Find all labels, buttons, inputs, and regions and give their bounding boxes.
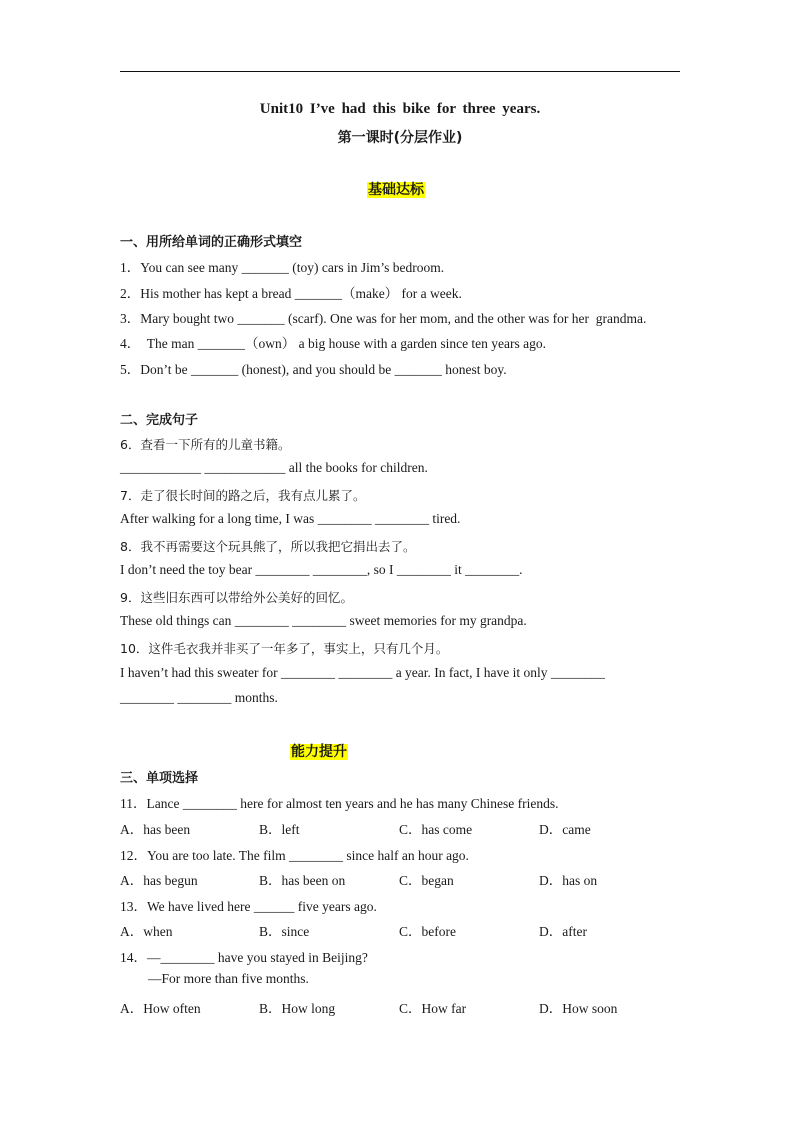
- s1-item-2: 2．His mother has kept a bread _______（make） for a week.: [120, 286, 462, 301]
- s2-item-8-zh: 8．我不再需要这个玩具熊了，所以我把它捐出去了。: [120, 539, 416, 554]
- q12-option-c: C．began: [399, 873, 454, 888]
- q11-stem: 11．Lance ________ here for almost ten years and he has many Chinese friends.: [120, 796, 559, 811]
- header-rule: [120, 71, 680, 72]
- q13-option-c: C．before: [399, 924, 456, 939]
- s2-item-7-zh: 7．走了很长时间的路之后，我有点儿累了。: [120, 488, 366, 503]
- s1-item-5: 5．Don’t be _______ (honest), and you should be _______ honest boy.: [120, 362, 507, 377]
- worksheet-subtitle: 第一课时(分层作业): [337, 130, 463, 146]
- section3-heading: 三、单项选择: [120, 771, 199, 786]
- q11-option-c: C．has come: [399, 822, 473, 837]
- q12-option-d: D．has on: [539, 873, 598, 888]
- q11-option-b: B．left: [259, 822, 300, 837]
- s2-item-10-zh: 10．这件毛衣我并非买了一年多了，事实上，只有几个月。: [120, 641, 449, 656]
- s1-item-4: 4． The man _______（own） a big house with a garden since ten years ago.: [120, 336, 547, 351]
- s2-item-7-en: After walking for a long time, I was ________ ________ tired.: [120, 511, 461, 526]
- worksheet-title: Unit10 I’ve had this bike for three years.: [259, 101, 541, 117]
- banner-basic: [367, 179, 425, 199]
- s2-item-6-zh: 6．查看一下所有的儿童书籍。: [120, 437, 291, 452]
- q11-option-d: D．came: [539, 822, 591, 837]
- q14-stem: 14．—________ have you stayed in Beijing?: [120, 950, 368, 965]
- s2-item-8-en: I don’t need the toy bear ________ ________, so I ________ it ________.: [120, 562, 523, 577]
- section2-heading: 二、完成句子: [120, 413, 199, 428]
- banner-advanced: [290, 741, 348, 761]
- banner-advanced-text: 能力提升: [291, 744, 347, 760]
- s2-item-10-en-cont: ________ ________ months.: [120, 690, 278, 705]
- q13-option-a: A．when: [120, 924, 173, 939]
- q14-option-c: C．How far: [399, 1001, 467, 1016]
- s1-item-1: 1．You can see many _______ (toy) cars in Jim’s bedroom.: [120, 260, 445, 275]
- s2-item-10-en: I haven’t had this sweater for ________ ________ a year. In fact, I have it only ________: [120, 665, 605, 680]
- q12-option-a: A．has begun: [120, 873, 198, 888]
- section1-heading: 一、用所给单词的正确形式填空: [120, 235, 303, 250]
- s2-item-6-en: ____________ ____________ all the books for children.: [120, 460, 428, 475]
- q14-option-a: A．How often: [120, 1001, 201, 1016]
- q14-stem-answer: —For more than five months.: [148, 971, 309, 986]
- q12-option-b: B．has been on: [259, 873, 346, 888]
- q14-option-b: B．How long: [259, 1001, 336, 1016]
- s2-item-9-en: These old things can ________ ________ sweet memories for my grandpa.: [120, 613, 527, 628]
- s1-item-3: 3．Mary bought two _______ (scarf). One was for her mom, and the other was for her grandma.: [120, 311, 647, 326]
- q12-stem: 12．You are too late. The film ________ since half an hour ago.: [120, 848, 469, 863]
- q11-option-a: A．has been: [120, 822, 191, 837]
- q13-stem: 13．We have lived here ______ five years ago.: [120, 899, 377, 914]
- q14-option-d: D．How soon: [539, 1001, 618, 1016]
- banner-basic-text: 基础达标: [368, 182, 424, 198]
- q13-option-b: B．since: [259, 924, 310, 939]
- s2-item-9-zh: 9．这些旧东西可以带给外公美好的回忆。: [120, 590, 353, 605]
- q13-option-d: D．after: [539, 924, 587, 939]
